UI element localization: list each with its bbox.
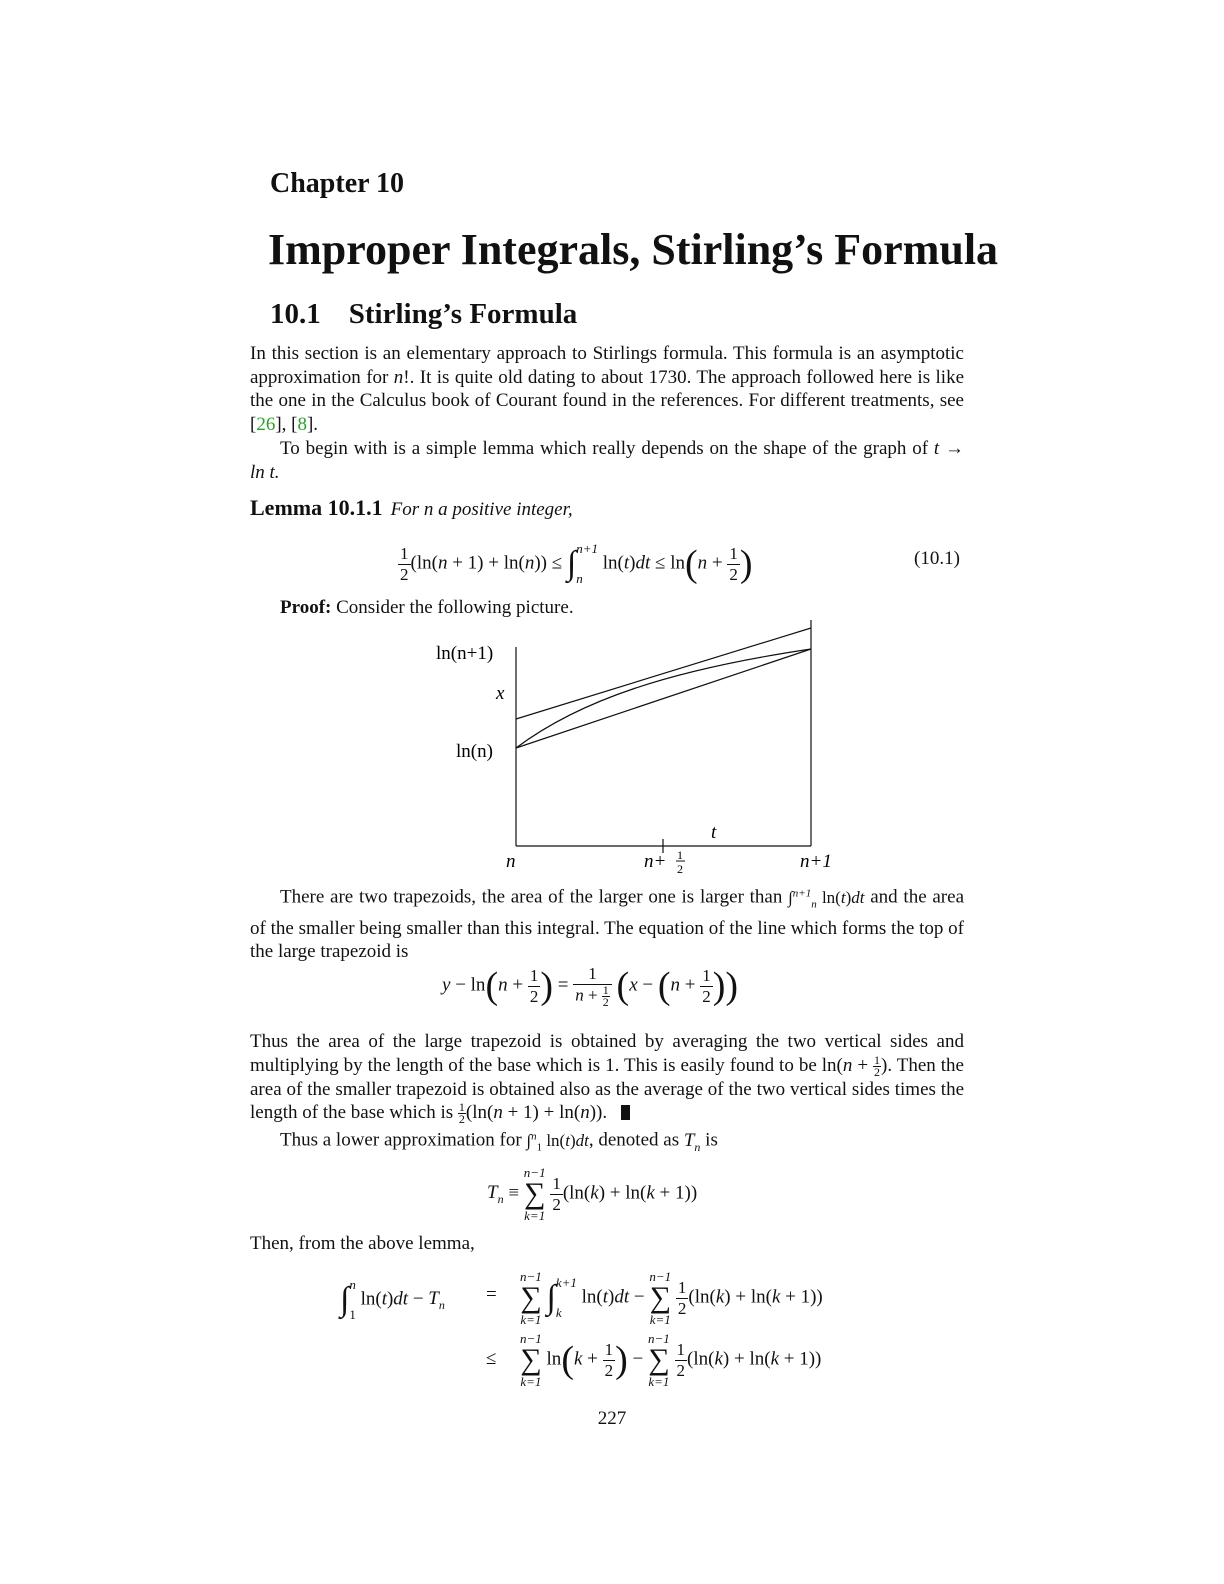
- label-n-plus-half: n+: [644, 851, 667, 872]
- lemma-statement: Lemma 10.1.1 For n a positive integer,: [250, 495, 573, 520]
- chapter-label: Chapter 10: [270, 168, 405, 199]
- page-number: 227: [597, 1408, 627, 1429]
- lower-approx-paragraph: Thus a lower approximation for ∫$^n_1$ ln(t)dt, denoted as $T_n$ is: [280, 1129, 718, 1154]
- derivation-lhs: ∫ n 1 $\ln(t)dt - T_n$: [340, 1277, 445, 1322]
- proof-line: Proof: Consider the following picture.: [280, 597, 574, 618]
- label-ln-n-plus-1: ln(n+1): [436, 643, 494, 664]
- label-ln-n: ln(n): [456, 741, 493, 762]
- label-n: n: [506, 851, 516, 872]
- chapter-title: Improper Integrals, Stirling’s Formula: [268, 225, 999, 274]
- label-half-num: 1: [677, 848, 683, 862]
- trapezoid-figure: [420, 615, 840, 875]
- citation-link[interactable]: 8: [297, 413, 307, 435]
- citation-link[interactable]: 26: [256, 413, 276, 435]
- section-number: 10.1: [270, 298, 321, 330]
- equation-number: (10.1): [914, 548, 960, 569]
- label-n-plus-1: n+1: [800, 851, 832, 872]
- tn-definition: $T_n$ ≡ n−1 ∑ k=1 $\frac{1}{2}$ (ln(k) + ln(k + 1)): [487, 1165, 698, 1223]
- derivation-rhs-1: n−1 ∑ k=1 ∫ k+1 k ln(t)dt − n−1 ∑ k=1 $\frac{1}{2}$ (ln(k) + ln(k + 1)): [520, 1269, 823, 1327]
- section-heading: [270, 298, 577, 331]
- intro-paragraph: In this section is an elementary approach to Stirlings formula. This formula is an asymptotic approximation for n!. It is quite old dating to about 1730. The approach followed here is like the one in the Calculus book of Courant found in the references. For different treatments, see [26], [8].: [250, 343, 965, 435]
- area-paragraph: Thus the area of the large trapezoid is obtained by averaging the two vertical sides and multiplying by the length of the base which is 1. This is easily found to be ln(n + $\frac{1}{2}$ ). Then the area of the smaller trapezoid is obtained also as the average of the two vertical sides times the length of the base which is $\frac{1}{2}$ (ln(n + 1) + ln(n)).: [250, 1031, 964, 1127]
- tangent-line: [516, 628, 811, 719]
- label-x: x: [496, 683, 505, 704]
- line-equation: y − ln(n + $\frac{1}{2}$ ) = 1 n + $\frac{1}{2}$ (x − (n + $\frac{1}{2}$ )): [442, 964, 739, 1009]
- chord-line: [516, 649, 811, 748]
- label-half-den: 2: [677, 862, 683, 875]
- then-line: Then, from the above lemma,: [250, 1233, 475, 1254]
- derivation-rhs-2: n−1 ∑ k=1 ln(k + $\frac{1}{2}$ ) − n−1 ∑ k=1 $\frac{1}{2}$ (ln(k) + ln(k + 1)): [520, 1331, 822, 1389]
- equals-sign: =: [486, 1284, 497, 1305]
- section-title: Stirling’s Formula: [348, 298, 578, 330]
- leq-sign: ≤: [486, 1348, 497, 1369]
- trapezoid-paragraph: There are two trapezoids, the area of the larger one is larger than ∫$^{n+1}_n$ ln(t)dt and the area of the smaller being smaller than this integral. The equation of the line which forms the top of the large trapezoid is: [250, 886, 965, 963]
- qed-box: [621, 1105, 630, 1120]
- equation-10-1: $\frac{1}{2}$ (ln(n + 1) + ln(n)) ≤ ∫ n+1 n ln(t)dt ≤ ln(n + $\frac{1}{2}$ ): [400, 541, 753, 586]
- label-t: t: [711, 822, 717, 843]
- lemma-intro-paragraph: To begin with is a simple lemma which really depends on the shape of the graph of t → ln t.: [250, 438, 964, 483]
